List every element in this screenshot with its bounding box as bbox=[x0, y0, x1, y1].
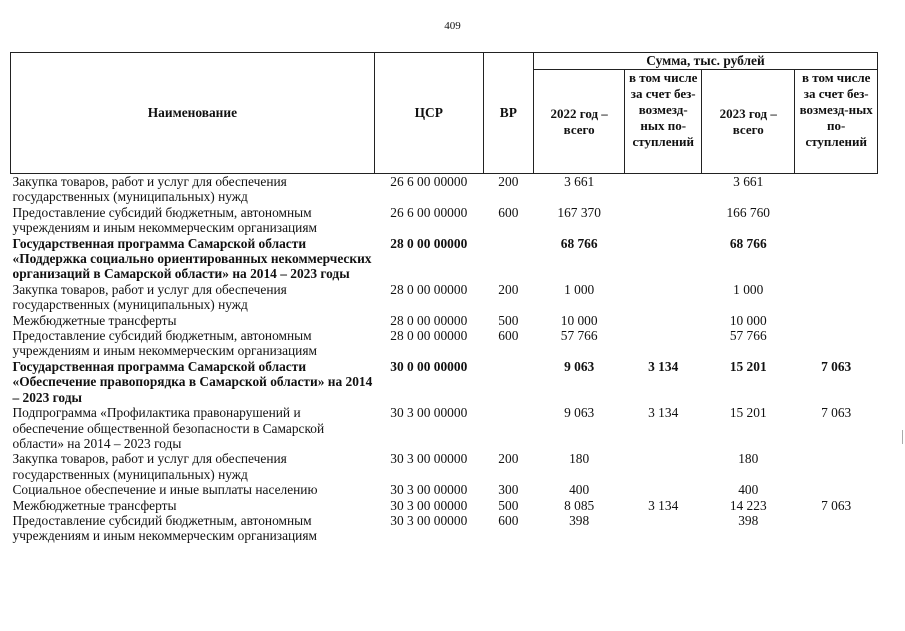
table-row bbox=[11, 313, 878, 328]
row-2022-total: 8 085 bbox=[564, 497, 595, 513]
row-2023-total: 57 766 bbox=[729, 328, 767, 344]
row-vr: 200 bbox=[498, 281, 519, 297]
row-2023-total: 15 201 bbox=[729, 405, 767, 421]
row-name: Подпрограмма «Профилактика правонарушений и обеспечение общественной безопасности в Самарской области» на 2014 – 2023 годы bbox=[12, 405, 325, 451]
row-2022-free bbox=[625, 451, 702, 482]
page-number: 409 bbox=[444, 20, 461, 32]
row-csr: 30 3 00 00000 bbox=[390, 405, 468, 421]
scan-artifact bbox=[902, 430, 903, 444]
row-2022-free bbox=[625, 236, 702, 282]
row-vr bbox=[483, 405, 533, 451]
row-vr bbox=[483, 236, 533, 282]
row-2022-free bbox=[625, 313, 702, 328]
table-row bbox=[11, 328, 878, 359]
row-2023-free bbox=[795, 174, 878, 205]
header-csr: ЦСР bbox=[374, 53, 483, 174]
row-2022-total: 167 370 bbox=[557, 204, 601, 220]
header-2022-total: 2022 год – всего bbox=[533, 70, 624, 174]
row-2023-total: 166 760 bbox=[726, 204, 770, 220]
row-2022-total: 3 661 bbox=[564, 174, 595, 189]
row-2023-total: 1 000 bbox=[733, 281, 764, 297]
row-csr: 30 3 00 00000 bbox=[390, 451, 468, 467]
table-header bbox=[11, 53, 878, 174]
row-vr: 600 bbox=[498, 204, 519, 220]
row-2023-free bbox=[795, 328, 878, 359]
row-2023-free bbox=[795, 313, 878, 328]
row-2022-total: 10 000 bbox=[560, 312, 598, 328]
row-2023-free bbox=[795, 451, 878, 482]
row-2023-free: 7 063 bbox=[821, 358, 852, 374]
row-csr: 30 3 00 00000 bbox=[390, 497, 468, 513]
row-2023-free: 7 063 bbox=[821, 497, 852, 513]
row-vr bbox=[483, 359, 533, 405]
row-name: Государственная программа Самарской области «Поддержка социально ориентированных некоммерческих организаций в Самарской области» на 2014 – 2023 годы bbox=[12, 235, 372, 282]
row-vr: 500 bbox=[498, 497, 519, 513]
row-2022-total: 398 bbox=[569, 512, 590, 528]
row-2022-total: 57 766 bbox=[560, 328, 598, 344]
row-2022-free bbox=[625, 174, 702, 205]
row-vr: 200 bbox=[498, 174, 519, 189]
row-2023-free bbox=[795, 236, 878, 282]
row-2022-total: 9 063 bbox=[564, 405, 595, 421]
row-2022-free bbox=[625, 328, 702, 359]
row-name: Социальное обеспечение и иные выплаты населению bbox=[12, 482, 318, 498]
header-2023-free: в том числе за счет без-возмезд-ных по-ступлений bbox=[795, 70, 878, 174]
row-2022-total: 9 063 bbox=[564, 358, 595, 374]
row-2022-total: 68 766 bbox=[560, 235, 598, 251]
row-vr: 600 bbox=[498, 328, 519, 344]
row-2022-free: 3 134 bbox=[648, 497, 679, 513]
row-csr: 26 6 00 00000 bbox=[390, 174, 468, 189]
header-vr: ВР bbox=[483, 53, 533, 174]
table-row bbox=[11, 451, 878, 482]
row-name: Межбюджетные трансферты bbox=[12, 312, 177, 328]
row-2023-total: 180 bbox=[738, 451, 759, 467]
row-vr: 300 bbox=[498, 482, 519, 498]
row-2022-free: 3 134 bbox=[648, 358, 679, 374]
row-2022-free bbox=[625, 205, 702, 236]
row-2022-free bbox=[625, 513, 702, 544]
row-csr: 30 3 00 00000 bbox=[390, 482, 468, 498]
row-name: Межбюджетные трансферты bbox=[12, 497, 177, 513]
row-2023-total: 400 bbox=[738, 482, 759, 498]
row-vr: 200 bbox=[498, 451, 519, 467]
table-row bbox=[11, 498, 878, 513]
row-name: Закупка товаров, работ и услуг для обеспечения государственных (муниципальных) нужд bbox=[12, 451, 287, 482]
row-name: Предоставление субсидий бюджетным, автономным учреждениям и иным некоммерческим организациям bbox=[12, 328, 317, 359]
table-row bbox=[11, 282, 878, 313]
row-2022-total: 1 000 bbox=[564, 281, 595, 297]
table-row bbox=[11, 482, 878, 497]
table-row bbox=[11, 236, 878, 282]
row-2022-total: 400 bbox=[569, 482, 590, 498]
table-body bbox=[11, 174, 878, 544]
table-row bbox=[11, 405, 878, 451]
row-name: Предоставление субсидий бюджетным, автономным учреждениям и иным некоммерческим организациям bbox=[12, 512, 317, 544]
row-vr: 600 bbox=[498, 512, 519, 528]
row-csr: 28 0 00 00000 bbox=[390, 281, 468, 297]
header-sum-group: Сумма, тыс. рублей bbox=[533, 53, 877, 70]
header-2022-free: в том числе за счет без-возмезд-ных по-ступлений bbox=[625, 70, 702, 174]
row-2022-total: 180 bbox=[569, 451, 590, 467]
row-name: Предоставление субсидий бюджетным, автономным учреждениям и иным некоммерческим организациям bbox=[12, 204, 317, 236]
row-2023-total: 10 000 bbox=[729, 312, 767, 328]
table-row bbox=[11, 513, 878, 544]
row-vr: 500 bbox=[498, 312, 519, 328]
row-2023-total: 398 bbox=[738, 512, 759, 528]
row-name: Закупка товаров, работ и услуг для обеспечения государственных (муниципальных) нужд bbox=[12, 174, 287, 205]
table-row bbox=[11, 205, 878, 236]
row-csr: 30 3 00 00000 bbox=[390, 512, 468, 528]
row-2023-total: 14 223 bbox=[729, 497, 767, 513]
row-2022-free: 3 134 bbox=[648, 405, 679, 421]
table-row bbox=[11, 359, 878, 405]
row-csr: 26 6 00 00000 bbox=[390, 204, 468, 220]
row-2023-free: 7 063 bbox=[821, 405, 852, 421]
row-2023-free bbox=[795, 205, 878, 236]
row-2022-free bbox=[625, 282, 702, 313]
table-row bbox=[11, 174, 878, 205]
row-csr: 30 0 00 00000 bbox=[390, 358, 468, 374]
row-name: Закупка товаров, работ и услуг для обеспечения государственных (муниципальных) нужд bbox=[12, 281, 287, 313]
row-2023-free bbox=[795, 482, 878, 497]
row-2023-total: 68 766 bbox=[729, 235, 767, 251]
row-csr: 28 0 00 00000 bbox=[390, 235, 468, 251]
row-2023-total: 15 201 bbox=[729, 358, 767, 374]
row-name: Государственная программа Самарской области «Обеспечение правопорядка в Самарской области» на 2014 – 2023 годы bbox=[12, 358, 373, 405]
row-2023-free bbox=[795, 513, 878, 544]
row-csr: 28 0 00 00000 bbox=[390, 328, 468, 344]
row-2022-free bbox=[625, 482, 702, 497]
header-name: Наименование bbox=[11, 53, 375, 174]
header-2023-total: 2023 год – всего bbox=[702, 70, 795, 174]
row-2023-total: 3 661 bbox=[733, 174, 764, 189]
row-csr: 28 0 00 00000 bbox=[390, 312, 468, 328]
budget-table bbox=[10, 52, 878, 544]
row-2023-free bbox=[795, 282, 878, 313]
